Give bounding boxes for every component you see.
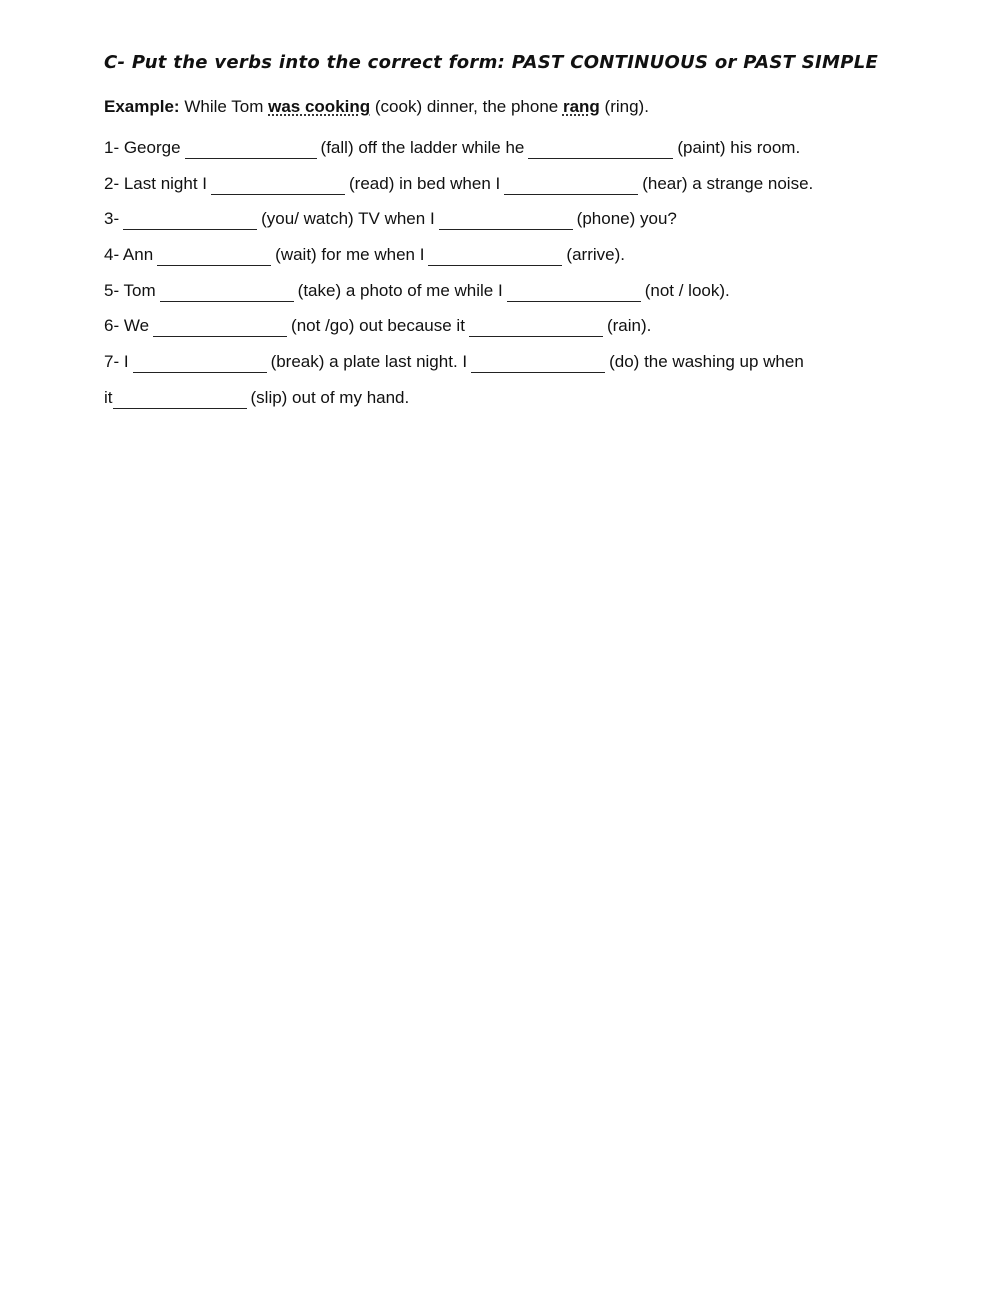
item-3-prefix: 3- xyxy=(104,209,120,228)
exercise-title: C- Put the verbs into the correct form: PAST CONTINUOUS or PAST SIMPLE xyxy=(104,52,879,73)
example-answer-1: was cooking xyxy=(268,97,371,116)
exercise-item-3 xyxy=(104,208,677,230)
item-2-suffix: (hear) a strange noise. xyxy=(642,174,814,193)
item-7-prefix: 7- I xyxy=(104,352,129,371)
item-2-blank-1[interactable] xyxy=(211,176,345,195)
item-5-blank-1[interactable] xyxy=(160,283,294,302)
item-4-suffix: (arrive). xyxy=(566,245,625,264)
item-2-middle: (read) in bed when I xyxy=(349,174,501,193)
item-7-continuation-suffix: (slip) out of my hand. xyxy=(250,388,410,407)
item-6-prefix: 6- We xyxy=(104,316,150,335)
item-3-blank-1[interactable] xyxy=(123,211,257,230)
exercise-item-7 xyxy=(104,351,804,373)
item-2-prefix: 2- Last night I xyxy=(104,174,208,193)
item-5-blank-2[interactable] xyxy=(507,283,641,302)
item-1-prefix: 1- George xyxy=(104,138,181,157)
example-text-2: (cook) dinner, the phone xyxy=(374,97,559,116)
item-3-middle: (you/ watch) TV when I xyxy=(261,209,435,228)
example-text-1: While Tom xyxy=(184,97,264,116)
item-7-blank-2[interactable] xyxy=(471,354,605,373)
item-7-blank-1[interactable] xyxy=(133,354,267,373)
item-3-blank-2[interactable] xyxy=(439,211,573,230)
item-4-blank-2[interactable] xyxy=(428,247,562,266)
example-label: Example: xyxy=(104,97,180,116)
item-5-middle: (take) a photo of me while I xyxy=(297,281,503,300)
example-text-3: (ring). xyxy=(604,97,649,116)
exercise-item-6 xyxy=(104,315,651,337)
item-1-blank-1[interactable] xyxy=(185,140,317,159)
item-1-middle: (fall) off the ladder while he xyxy=(320,138,525,157)
exercise-item-1 xyxy=(104,137,800,159)
item-7-blank-3[interactable] xyxy=(113,390,247,409)
exercise-item-2 xyxy=(104,173,813,195)
exercise-item-7-continuation xyxy=(104,387,409,409)
item-7-suffix: (do) the washing up when xyxy=(609,352,804,371)
item-4-prefix: 4- Ann xyxy=(104,245,154,264)
item-2-blank-2[interactable] xyxy=(504,176,638,195)
item-4-middle: (wait) for me when I xyxy=(275,245,425,264)
exercise-item-5 xyxy=(104,280,730,302)
item-1-blank-2[interactable] xyxy=(528,140,673,159)
item-6-blank-2[interactable] xyxy=(469,318,603,337)
item-3-suffix: (phone) you? xyxy=(576,209,677,228)
item-6-middle: (not /go) out because it xyxy=(291,316,465,335)
item-6-suffix: (rain). xyxy=(606,316,652,335)
item-6-blank-1[interactable] xyxy=(153,318,287,337)
item-5-prefix: 5- Tom xyxy=(104,281,156,300)
item-1-suffix: (paint) his room. xyxy=(677,138,801,157)
item-7-middle: (break) a plate last night. I xyxy=(270,352,468,371)
example-answer-2: rang xyxy=(562,97,600,116)
item-7-continuation-prefix: it xyxy=(104,388,113,407)
example-line xyxy=(104,96,649,118)
item-5-suffix: (not / look). xyxy=(644,281,730,300)
item-4-blank-1[interactable] xyxy=(157,247,271,266)
exercise-item-4 xyxy=(104,244,625,266)
